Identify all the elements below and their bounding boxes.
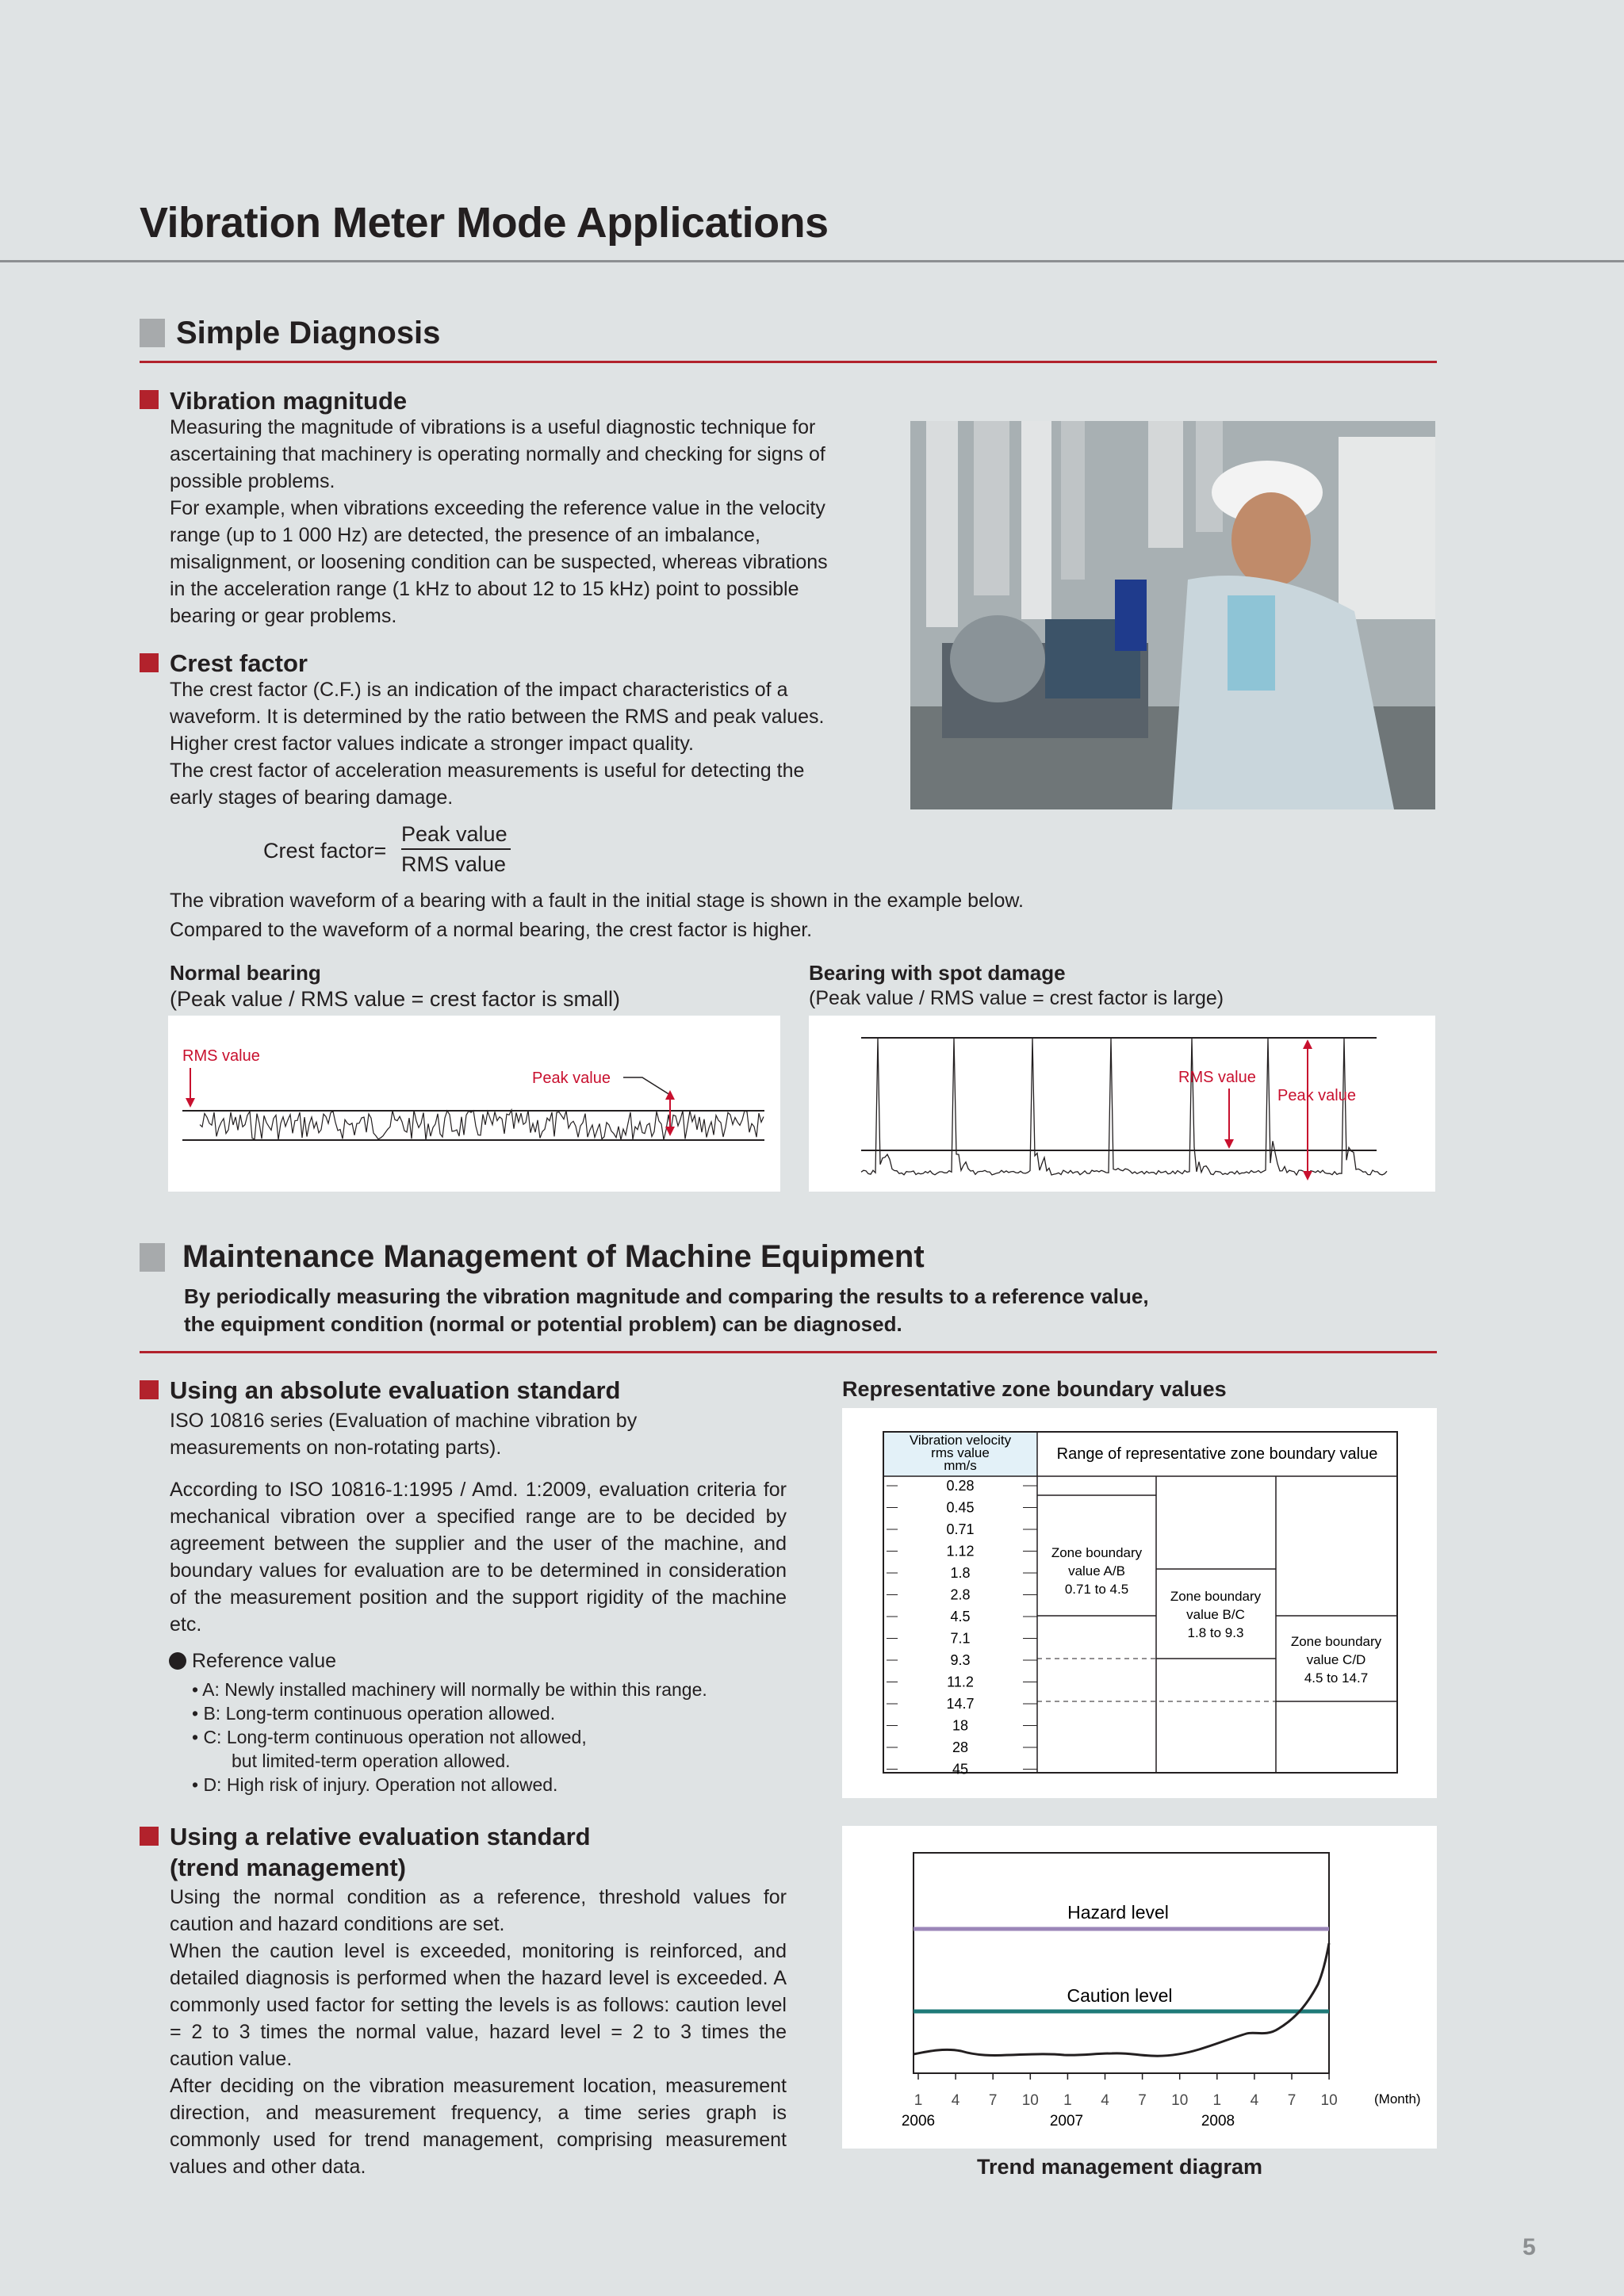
bullet-dot-icon bbox=[169, 1652, 186, 1670]
trend-diagram bbox=[842, 1826, 1437, 2149]
crest-factor-text bbox=[170, 676, 899, 811]
section-marker-icon bbox=[140, 1243, 165, 1272]
subsection-marker-icon bbox=[140, 1827, 159, 1846]
text-line: ascertaining that machinery is operating normally and checking for signs of bbox=[170, 443, 825, 465]
section-title-maintenance: Maintenance Management of Machine Equipment bbox=[182, 1239, 925, 1274]
zone-value-cell: 9.3 bbox=[950, 1652, 971, 1668]
title-divider bbox=[0, 260, 1624, 262]
technician-photo bbox=[910, 421, 1435, 809]
rms-label: RMS value bbox=[182, 1047, 260, 1065]
subsection-title-absolute: Using an absolute evaluation standard bbox=[170, 1376, 621, 1404]
text-line: early stages of bearing damage. bbox=[170, 786, 454, 809]
month-tick-label: 7 bbox=[988, 2092, 998, 2109]
zone-ab-line2: value A/B bbox=[1068, 1563, 1125, 1578]
text-line: The crest factor of acceleration measurements is useful for detecting the bbox=[170, 760, 805, 782]
section-title-simple-diagnosis: Simple Diagnosis bbox=[176, 316, 441, 350]
text-line: waveform. It is determined by the ratio between the RMS and peak values. bbox=[170, 706, 825, 728]
zone-value-cell: 0.28 bbox=[946, 1478, 975, 1494]
text-line: For example, when vibrations exceeding the reference value in the velocity bbox=[170, 497, 825, 519]
text-line: possible problems. bbox=[170, 470, 335, 492]
zone-value-cell: 11.2 bbox=[947, 1674, 974, 1690]
text-line: = 2 to 3 times the normal value, hazard level = 2 to 3 times the bbox=[170, 2021, 787, 2043]
text-line: of the measurement position and the support rigidity of the machine bbox=[170, 1586, 787, 1609]
text-line: etc. bbox=[170, 1613, 202, 1636]
reference-item-d: • D: High risk of injury. Operation not allowed. bbox=[192, 1774, 558, 1795]
trend-diagram-panel bbox=[842, 1826, 1437, 2149]
zone-table bbox=[842, 1408, 1437, 1798]
text-line: Using the normal condition as a reference, threshold values for bbox=[170, 1886, 787, 1908]
zone-cd-line1: Zone boundary bbox=[1290, 1634, 1382, 1649]
zone-value-cell: 0.45 bbox=[946, 1499, 975, 1516]
text-line: Higher crest factor values indicate a stronger impact quality. bbox=[170, 733, 694, 755]
zone-cd-line3: 4.5 to 14.7 bbox=[1304, 1670, 1369, 1686]
normal-waveform-figure bbox=[168, 1016, 780, 1192]
text-line: The crest factor (C.F.) is an indication of the impact characteristics of a bbox=[170, 679, 788, 701]
reference-item-a: • A: Newly installed machinery will normally be within this range. bbox=[192, 1679, 707, 1700]
text-line: ISO 10816 series (Evaluation of machine vibration by bbox=[170, 1410, 638, 1432]
subsection-subtitle-trend: (trend management) bbox=[170, 1854, 406, 1881]
reference-item-c: • C: Long-term continuous operation not allowed, bbox=[192, 1727, 587, 1747]
month-tick-label: 1 bbox=[914, 2092, 923, 2109]
month-tick-label: 1 bbox=[1212, 2092, 1222, 2109]
text-line: agreement between the supplier and the user of the machine, and bbox=[170, 1533, 787, 1555]
text-line: The vibration waveform of a bearing with a fault in the initial stage is shown in the example below. bbox=[170, 890, 1024, 912]
reference-item-b: • B: Long-term continuous operation allowed. bbox=[192, 1703, 556, 1724]
trend-diagram-caption: Trend management diagram bbox=[976, 2155, 1263, 2179]
zone-table-panel bbox=[842, 1408, 1437, 1798]
damaged-bearing-title: Bearing with spot damage bbox=[809, 961, 1066, 985]
subsection-title-relative: Using a relative evaluation standard bbox=[170, 1823, 591, 1850]
zone-value-cell: 4.5 bbox=[950, 1609, 971, 1624]
text-line: commonly used factor for setting the levels is as follows: caution level bbox=[170, 1994, 787, 2016]
relative-text bbox=[170, 1884, 787, 2180]
subsection-title-crest-factor: Crest factor bbox=[170, 649, 308, 677]
text-line: direction, and measurement frequency, a time series graph is bbox=[170, 2102, 787, 2124]
text-line: values and other data. bbox=[170, 2156, 366, 2178]
month-axis bbox=[914, 2073, 1338, 2109]
page-title: Vibration Meter Mode Applications bbox=[140, 199, 829, 247]
zone-ab-line3: 0.71 to 4.5 bbox=[1064, 1582, 1129, 1597]
zone-value-cell: 1.8 bbox=[950, 1565, 971, 1581]
fraction-bar bbox=[401, 848, 511, 850]
peak-arrowhead-down-icon bbox=[665, 1127, 675, 1136]
rms-arrowhead-icon bbox=[1224, 1139, 1234, 1149]
year-2008: 2008 bbox=[1201, 2113, 1235, 2130]
month-tick-label: 4 bbox=[951, 2092, 960, 2109]
section-divider bbox=[140, 1351, 1437, 1353]
zone-value-cell: 2.8 bbox=[950, 1586, 971, 1603]
month-tick-label: 4 bbox=[1250, 2092, 1259, 2109]
month-tick-label: 4 bbox=[1101, 2092, 1109, 2109]
damaged-waveform-figure bbox=[809, 1016, 1435, 1192]
text-line: According to ISO 10816-1:1995 / Amd. 1:2009, evaluation criteria for bbox=[170, 1479, 787, 1501]
month-unit-label: (Month) bbox=[1374, 2091, 1421, 2107]
header-col1-line1: Vibration velocity bbox=[909, 1433, 1012, 1448]
normal-bearing-subtitle: (Peak value / RMS value = crest factor is small) bbox=[170, 987, 620, 1011]
header-col1-line2: rms value bbox=[931, 1445, 990, 1460]
maintenance-intro bbox=[184, 1283, 1421, 1338]
equation-label: Crest factor= bbox=[263, 839, 387, 863]
zone-value-cell: 18 bbox=[952, 1717, 969, 1734]
rms-arrowhead-icon bbox=[186, 1098, 195, 1108]
zone-table-title: Representative zone boundary values bbox=[842, 1377, 1227, 1401]
zone-bc-line3: 1.8 to 9.3 bbox=[1187, 1625, 1244, 1640]
text-line: caution and hazard conditions are set. bbox=[170, 1913, 505, 1935]
subsection-marker-icon bbox=[140, 653, 159, 672]
month-tick-label: 1 bbox=[1063, 2092, 1072, 2109]
section-divider bbox=[140, 361, 1437, 363]
peak-arrowhead-down-icon bbox=[1303, 1171, 1312, 1181]
zone-value-cell: 28 bbox=[952, 1739, 969, 1755]
section-marker-icon bbox=[140, 319, 165, 347]
reference-item-c-cont: but limited-term operation allowed. bbox=[232, 1751, 511, 1771]
normal-bearing-waveform-panel bbox=[168, 1016, 780, 1192]
peak-leader bbox=[623, 1077, 670, 1095]
peak-label: Peak value bbox=[1277, 1087, 1356, 1104]
text-line: When the caution level is exceeded, monitoring is reinforced, and bbox=[170, 1940, 787, 1962]
text-line: bearing or gear problems. bbox=[170, 605, 397, 627]
month-tick-label: 7 bbox=[1138, 2092, 1147, 2109]
damaged-bearing-subtitle: (Peak value / RMS value = crest factor is large) bbox=[809, 987, 1224, 1009]
vibration-magnitude-text bbox=[170, 414, 883, 629]
peak-arrowhead-up-icon bbox=[665, 1090, 675, 1100]
text-line: caution value. bbox=[170, 2048, 293, 2070]
normal-bearing-title: Normal bearing bbox=[170, 961, 321, 985]
waveform-intro-text bbox=[170, 886, 1359, 945]
header-col2: Range of representative zone boundary value bbox=[1056, 1445, 1378, 1463]
month-tick-label: 10 bbox=[1171, 2092, 1189, 2109]
peak-arrowhead-up-icon bbox=[1303, 1039, 1312, 1049]
text-line: the equipment condition (normal or potential problem) can be diagnosed. bbox=[184, 1312, 902, 1336]
month-tick-label: 10 bbox=[1320, 2092, 1338, 2109]
text-line: boundary values for evaluation are to be determined in consideration bbox=[170, 1559, 787, 1582]
text-line: By periodically measuring the vibration magnitude and comparing the results to a reference value, bbox=[184, 1284, 1149, 1308]
header-col1-line3: mm/s bbox=[944, 1458, 977, 1473]
text-line: Measuring the magnitude of vibrations is a useful diagnostic technique for bbox=[170, 416, 816, 438]
subsection-marker-icon bbox=[140, 1380, 159, 1399]
zone-value-cell: 0.71 bbox=[946, 1521, 975, 1537]
zone-value-cell: 45 bbox=[952, 1761, 969, 1777]
text-line: commonly used for trend management, comprising measurement bbox=[170, 2129, 787, 2151]
equation-denominator: RMS value bbox=[401, 852, 507, 876]
text-line: detailed diagnosis is performed when the hazard level is exceeded. A bbox=[170, 1967, 787, 1989]
plot-frame bbox=[914, 1853, 1329, 2073]
text-line: After deciding on the vibration measurement location, measurement bbox=[170, 2075, 787, 2097]
zone-value-cell: 7.1 bbox=[950, 1630, 971, 1647]
subsection-title-vibration-magnitude: Vibration magnitude bbox=[170, 387, 408, 415]
subsection-marker-icon bbox=[140, 390, 159, 409]
caution-label: Caution level bbox=[1067, 1985, 1173, 2006]
zone-value-cell: 14.7 bbox=[946, 1696, 975, 1712]
normal-waveform-trace bbox=[200, 1110, 764, 1140]
damaged-bearing-waveform-panel bbox=[809, 1016, 1435, 1192]
text-line: Compared to the waveform of a normal bearing, the crest factor is higher. bbox=[170, 919, 813, 941]
zone-ab-line1: Zone boundary bbox=[1051, 1545, 1143, 1560]
photo-illustration bbox=[910, 421, 1435, 809]
text-line: misalignment, or loosening condition can be suspected, whereas vibrations bbox=[170, 551, 828, 573]
peak-label: Peak value bbox=[532, 1070, 611, 1087]
year-2007: 2007 bbox=[1049, 2113, 1084, 2130]
text-line: mechanical vibration over a specified range are to be decided by bbox=[170, 1506, 787, 1528]
month-tick-label: 7 bbox=[1287, 2092, 1297, 2109]
hazard-label: Hazard level bbox=[1067, 1902, 1169, 1923]
text-line: in the acceleration range (1 kHz to about 12 to 15 kHz) point to possible bbox=[170, 578, 799, 600]
month-tick-label: 10 bbox=[1021, 2092, 1039, 2109]
absolute-detail-text bbox=[170, 1476, 787, 1638]
text-line: range (up to 1 000 Hz) are detected, the presence of an imbalance, bbox=[170, 524, 760, 546]
text-line: measurements on non-rotating parts). bbox=[170, 1437, 502, 1459]
rms-label: RMS value bbox=[1178, 1069, 1256, 1086]
zone-value-cell: 1.12 bbox=[946, 1543, 975, 1559]
absolute-intro-text bbox=[170, 1407, 788, 1461]
equation-numerator: Peak value bbox=[401, 822, 508, 846]
zone-cd-line2: value C/D bbox=[1306, 1652, 1366, 1667]
zone-bc-line2: value B/C bbox=[1186, 1607, 1245, 1622]
zone-value-rows bbox=[887, 1478, 1037, 1777]
reference-value-title: Reference value bbox=[192, 1650, 337, 1672]
zone-bc-line1: Zone boundary bbox=[1170, 1589, 1262, 1604]
year-2006: 2006 bbox=[901, 2113, 936, 2130]
page-number: 5 bbox=[1522, 2234, 1536, 2260]
